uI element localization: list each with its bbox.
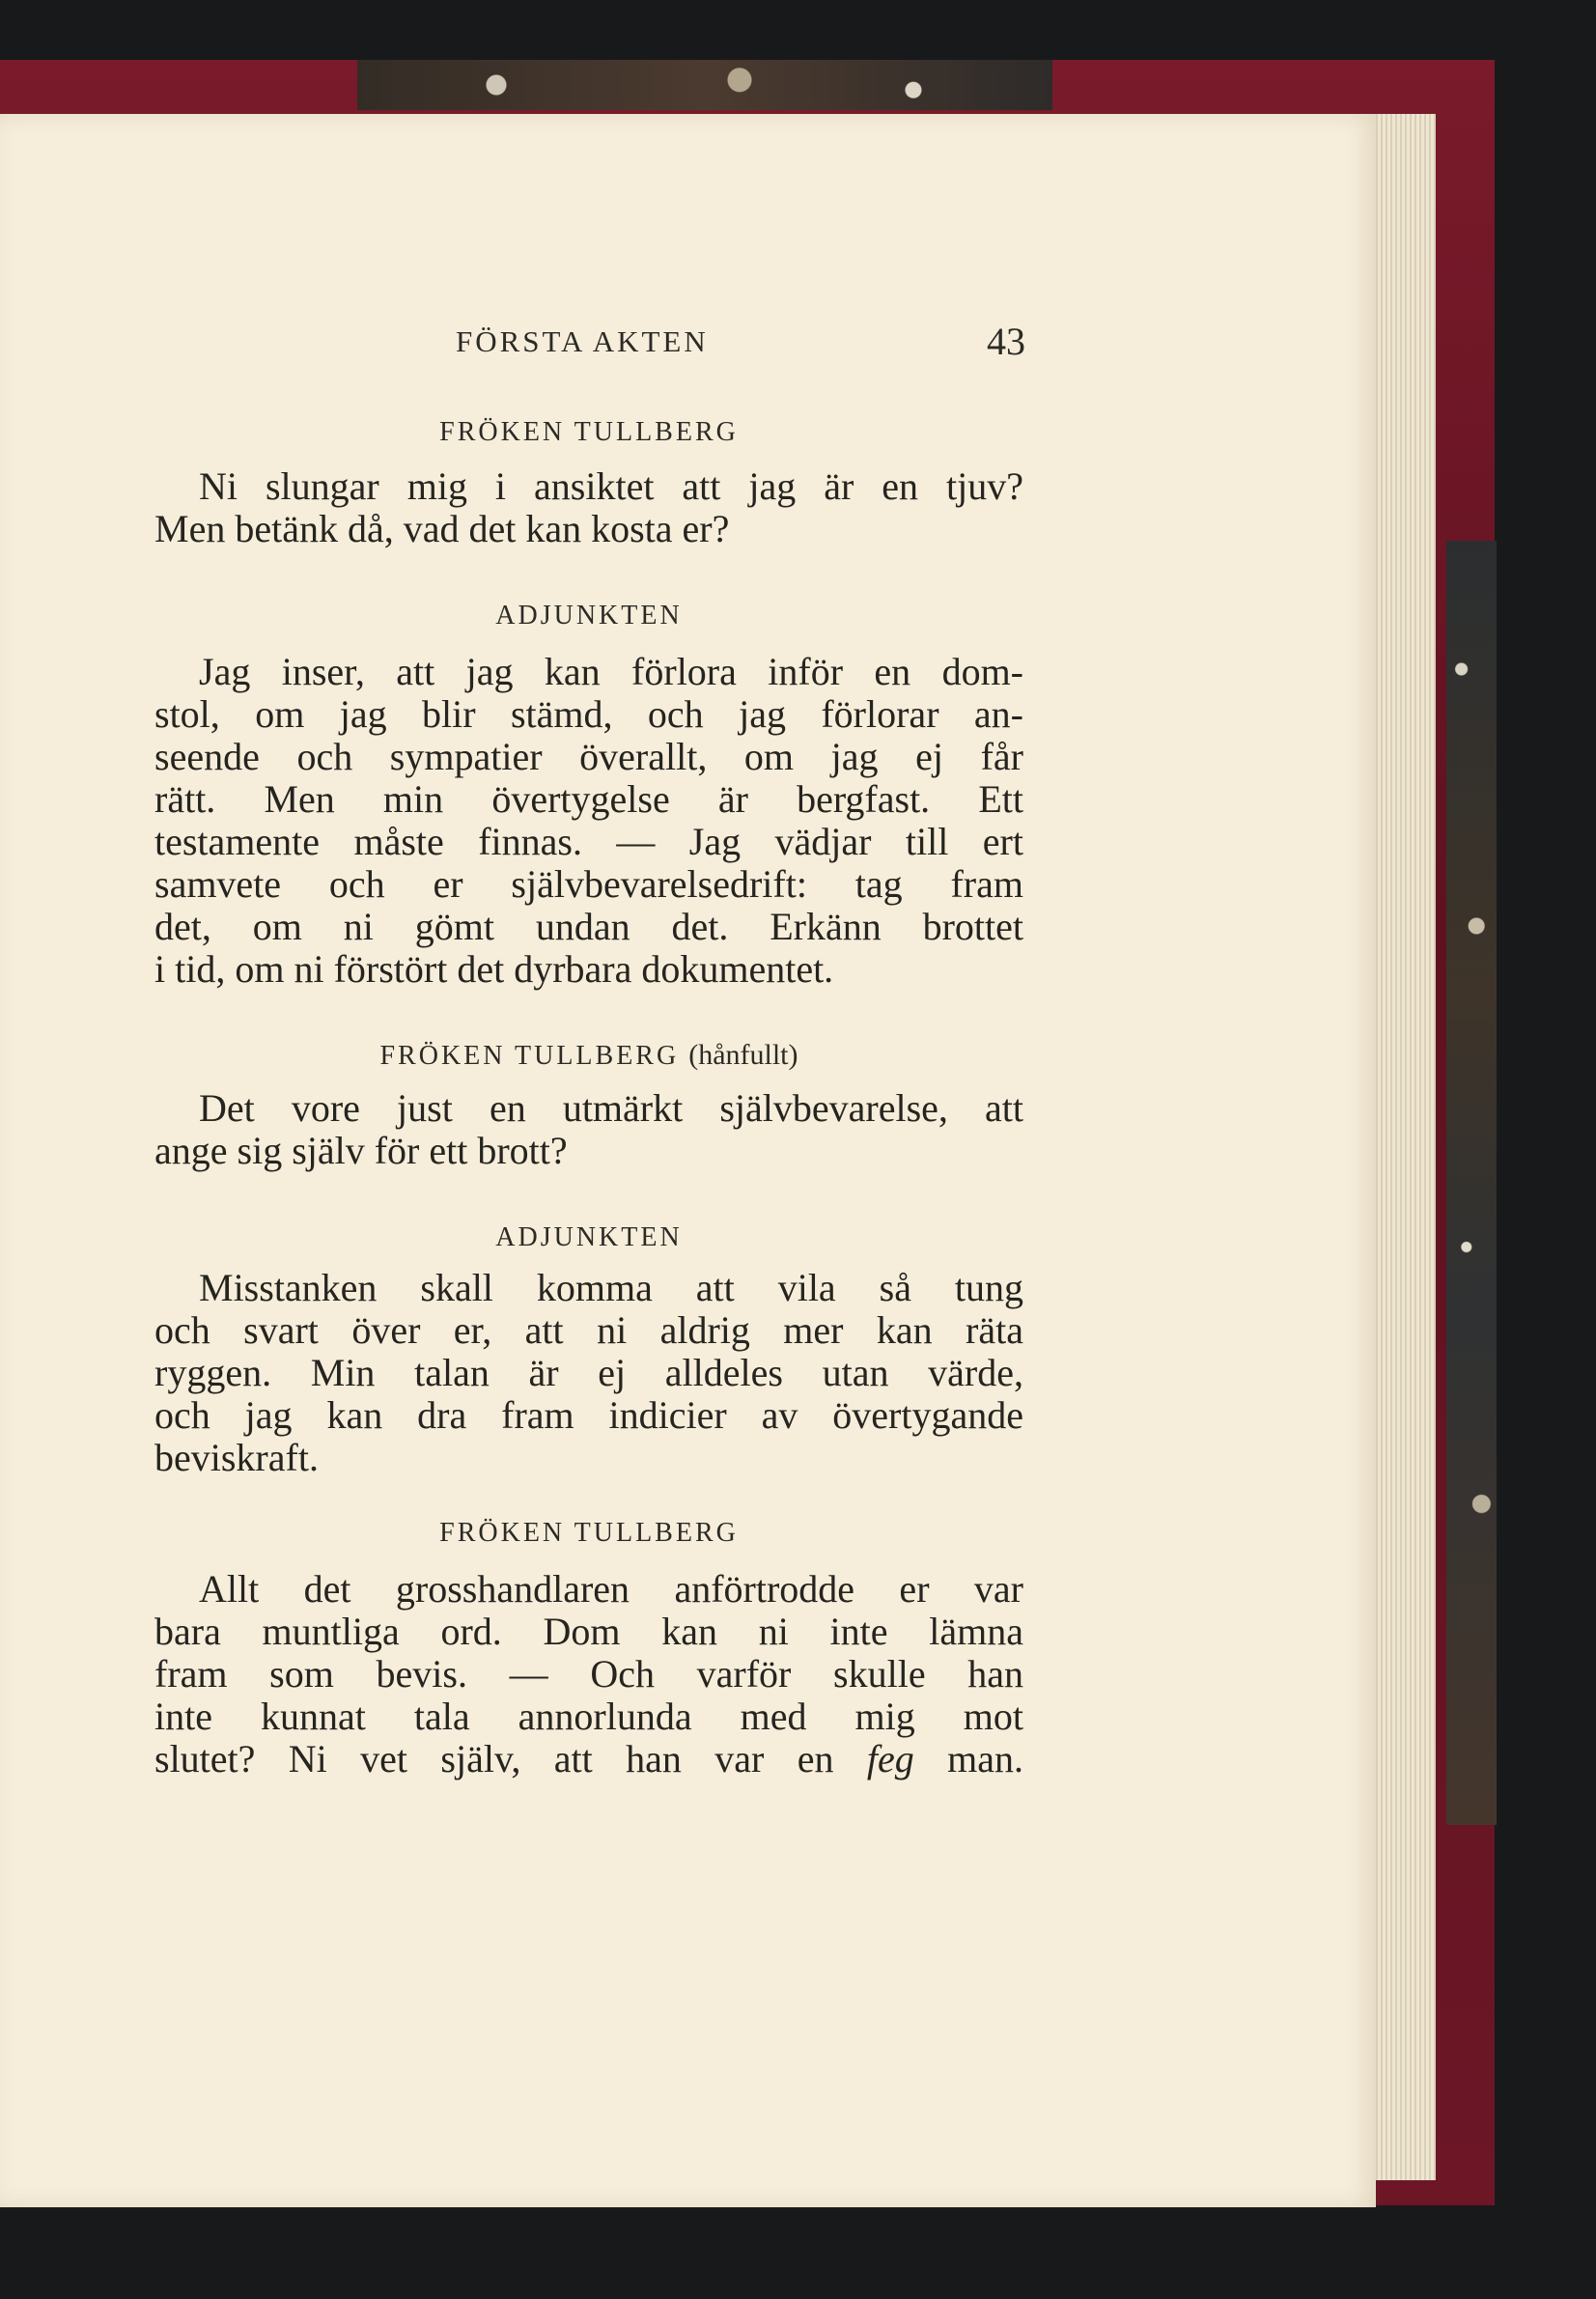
text-line: och svart över er, att ni aldrig mer kan räta [154, 1308, 1023, 1352]
text-line: Men betänk då, vad det kan kosta er? [154, 507, 730, 550]
text-line: det, om ni gömt undan det. Erkänn brottet [154, 905, 1023, 948]
text-line: inte kunnat tala annorlunda med mig mot [154, 1695, 1023, 1738]
speech [154, 1568, 1023, 1780]
text-line: i tid, om ni förstört det dyrbara dokumentet. [154, 947, 834, 991]
text-line: Allt det grosshandlaren anförtrodde er var [199, 1567, 1023, 1611]
emphasized-word: feg [866, 1737, 914, 1780]
speech [154, 651, 1023, 991]
text-line: och jag kan dra fram indicier av övertygande [154, 1393, 1023, 1437]
speaker-name: ADJUNKTEN [495, 601, 683, 631]
speaker-name: ADJUNKTEN [495, 1222, 683, 1252]
text-line: testamente måste finnas. — Jag vädjar till ert [154, 820, 1023, 863]
text-line: Det vore just en utmärkt självbevarelse, att [199, 1086, 1023, 1130]
stage-direction: (hånfullt) [688, 1039, 798, 1071]
text-line-final [154, 1738, 1023, 1780]
text-fragment: slutet? Ni vet själv, att han var en [154, 1737, 834, 1780]
text-line: seende och sympatier överallt, om jag ej får [154, 735, 1023, 778]
speaker-label: FRÖKEN TULLBERG [379, 1041, 680, 1071]
text-line: fram som bevis. — Och varför skulle han [154, 1652, 1023, 1696]
text-line: ryggen. Min talan är ej alldeles utan värde, [154, 1351, 1023, 1394]
marbled-endpaper-top [357, 60, 1052, 110]
speech [154, 1087, 1023, 1172]
speaker-name: FRÖKEN TULLBERG [439, 1518, 739, 1548]
text-line: samvete och er självbevarelsedrift: tag fram [154, 862, 1023, 906]
speaker-name [154, 1039, 1023, 1072]
text-line: ange sig själv för ett brott? [154, 1129, 568, 1172]
text-line: rätt. Men min övertygelse är bergfast. Ett [154, 777, 1023, 821]
speech [154, 1267, 1023, 1479]
running-title: FÖRSTA AKTEN [456, 324, 709, 358]
marbled-endpaper-edge [1446, 541, 1497, 1825]
page-header [154, 320, 1025, 373]
text-line: beviskraft. [154, 1436, 319, 1479]
speaker-name: FRÖKEN TULLBERG [439, 417, 739, 447]
text-line: bara muntliga ord. Dom kan ni inte lämna [154, 1610, 1023, 1653]
text-line: stol, om jag blir stämd, och jag förlorar an- [154, 692, 1023, 736]
text-line: Misstanken skall komma att vila så tung [199, 1266, 1023, 1309]
text-fragment: man. [947, 1737, 1024, 1780]
page-number: 43 [987, 320, 1025, 363]
text-line: Jag inser, att jag kan förlora inför en dom- [199, 650, 1023, 693]
speech [154, 465, 1023, 550]
text-line: Ni slungar mig i ansiktet att jag är en tjuv? [199, 464, 1023, 508]
